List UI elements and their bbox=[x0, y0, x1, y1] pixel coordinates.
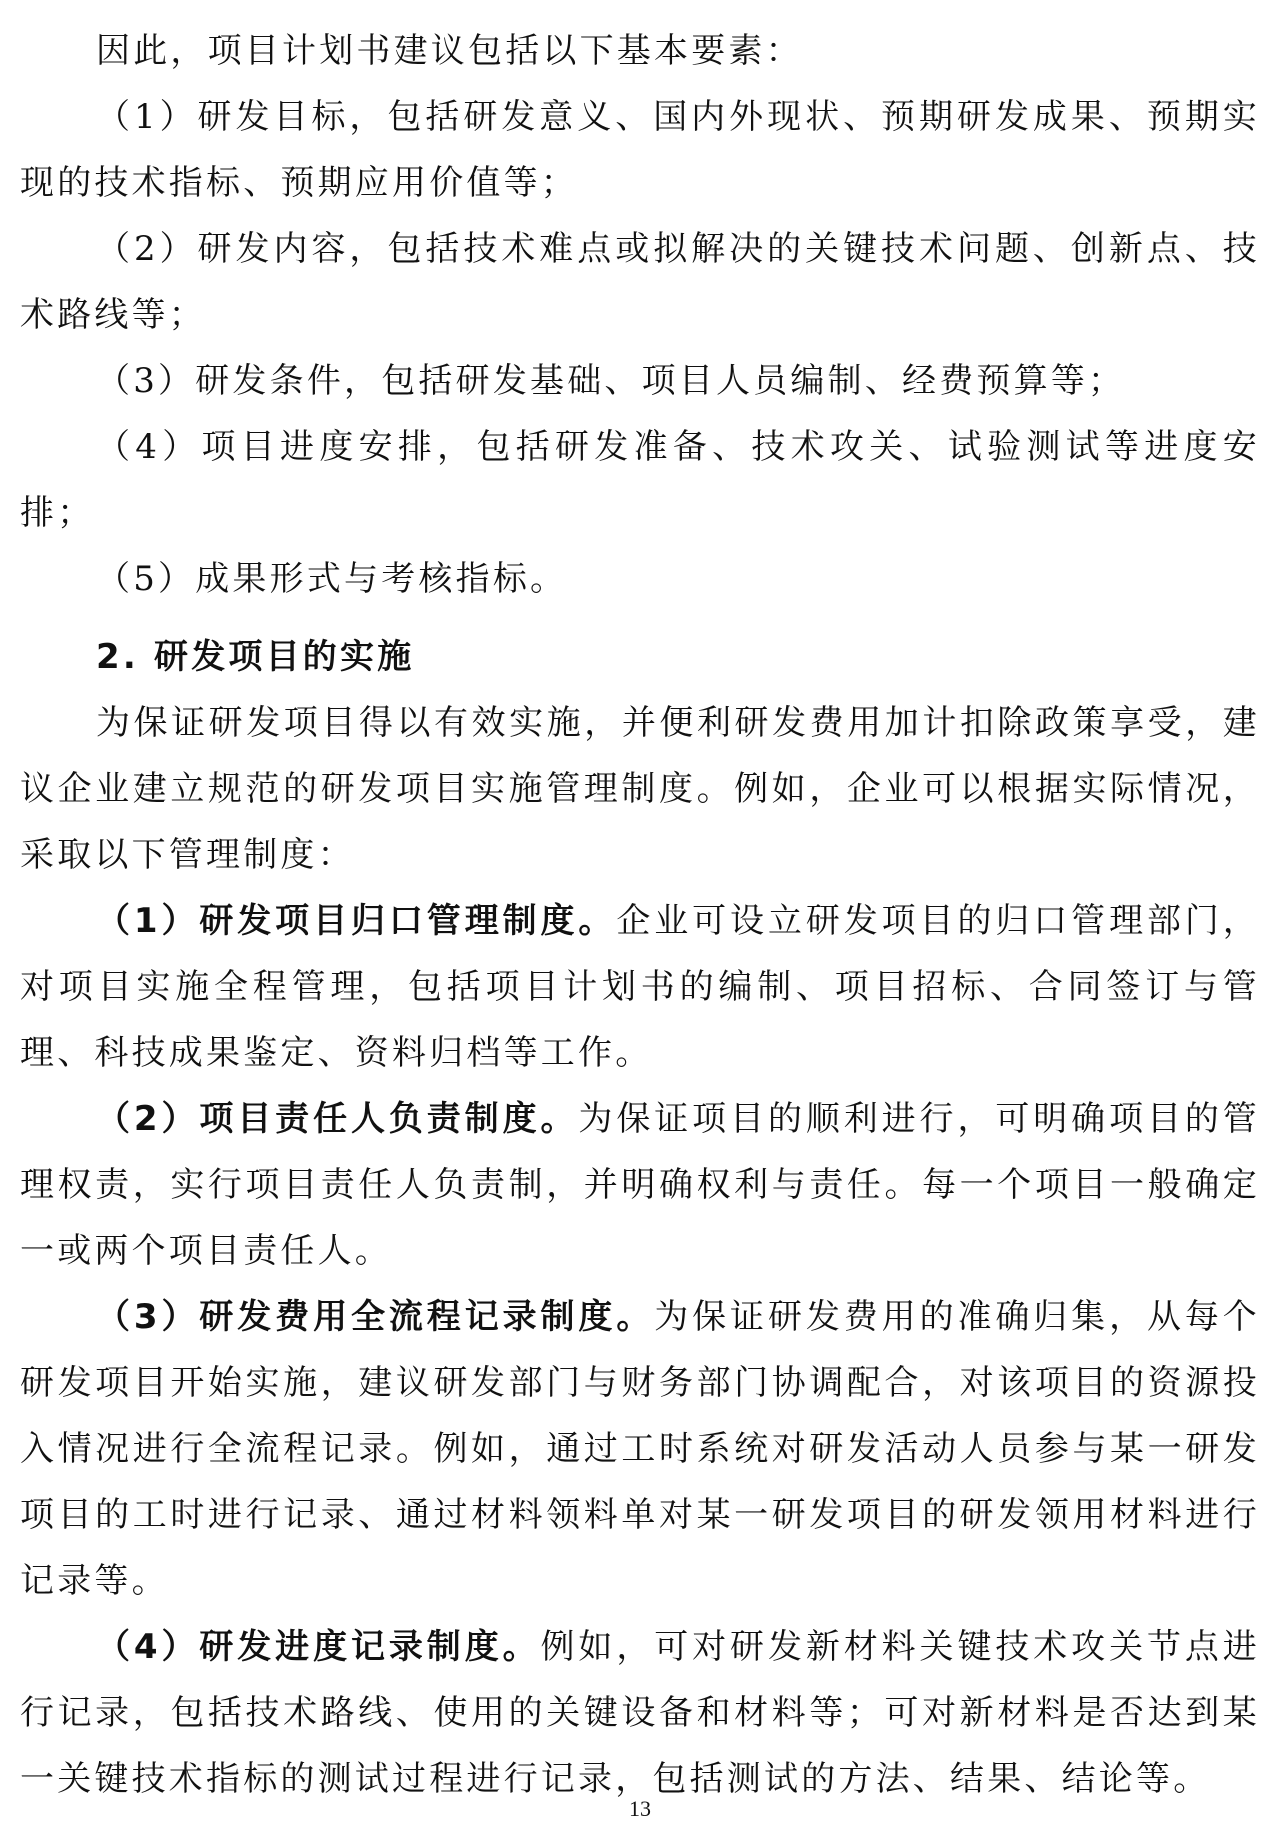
system-term: （1）研发项目归口管理制度。 bbox=[96, 901, 617, 941]
element-item-1: （1）研发目标，包括研发意义、国内外现状、预期研发成果、预期实现的技术指标、预期应用价值等； bbox=[20, 97, 1260, 203]
element-item-4: （4）项目进度安排，包括研发准备、技术攻关、试验测试等进度安排； bbox=[20, 427, 1260, 533]
system-text: 为保证项目的顺利进行，可明确项目的管理权责，实行项目责任人负责制，并明确权利与责任。每一个项目一般确定一或两个项目责任人。 bbox=[20, 1099, 1260, 1271]
system-text: 企业可设立研发项目的归口管理部门，对项目实施全程管理，包括项目计划书的编制、项目招标、合同签订与管理、科技成果鉴定、资料归档等工作。 bbox=[20, 901, 1260, 1073]
system-paragraph-3 bbox=[20, 1284, 1260, 1614]
system-paragraph-2 bbox=[20, 1086, 1260, 1284]
system-term: （2）项目责任人负责制度。 bbox=[96, 1099, 579, 1139]
system-paragraph-1 bbox=[20, 888, 1260, 1086]
page-number: 13 bbox=[629, 1796, 651, 1821]
system-paragraph-4 bbox=[20, 1614, 1260, 1812]
system-term: （4）研发进度记录制度。 bbox=[96, 1627, 541, 1667]
page-content bbox=[20, 18, 1260, 1812]
system-term: （3）研发费用全流程记录制度。 bbox=[96, 1297, 655, 1337]
section-heading: 2. 研发项目的实施 bbox=[96, 637, 415, 677]
system-text: 为保证研发费用的准确归集，从每个研发项目开始实施，建议研发部门与财务部门协调配合，对该项目的资源投入情况进行全流程记录。例如，通过工时系统对研发活动人员参与某一研发项目的工时进行记录、通过材料领料单对某一研发项目的研发领用材料进行记录等。 bbox=[20, 1297, 1261, 1601]
system-text: 例如，可对研发新材料关键技术攻关节点进行记录，包括技术路线、使用的关键设备和材料等；可对新材料是否达到某一关键技术指标的测试过程进行记录，包括测试的方法、结果、结论等。 bbox=[20, 1627, 1260, 1799]
section-intro-paragraph: 为保证研发项目得以有效实施，并便利研发费用加计扣除政策享受，建议企业建立规范的研发项目实施管理制度。例如，企业可以根据实际情况，采取以下管理制度： bbox=[20, 703, 1260, 875]
element-item-3: （3）研发条件，包括研发基础、项目人员编制、经费预算等； bbox=[96, 361, 1126, 401]
element-item-2: （2）研发内容，包括技术难点或拟解决的关键技术问题、创新点、技术路线等； bbox=[20, 229, 1260, 335]
element-item-5: （5）成果形式与考核指标。 bbox=[96, 559, 568, 599]
intro-paragraph: 因此，项目计划书建议包括以下基本要素： bbox=[96, 31, 803, 71]
